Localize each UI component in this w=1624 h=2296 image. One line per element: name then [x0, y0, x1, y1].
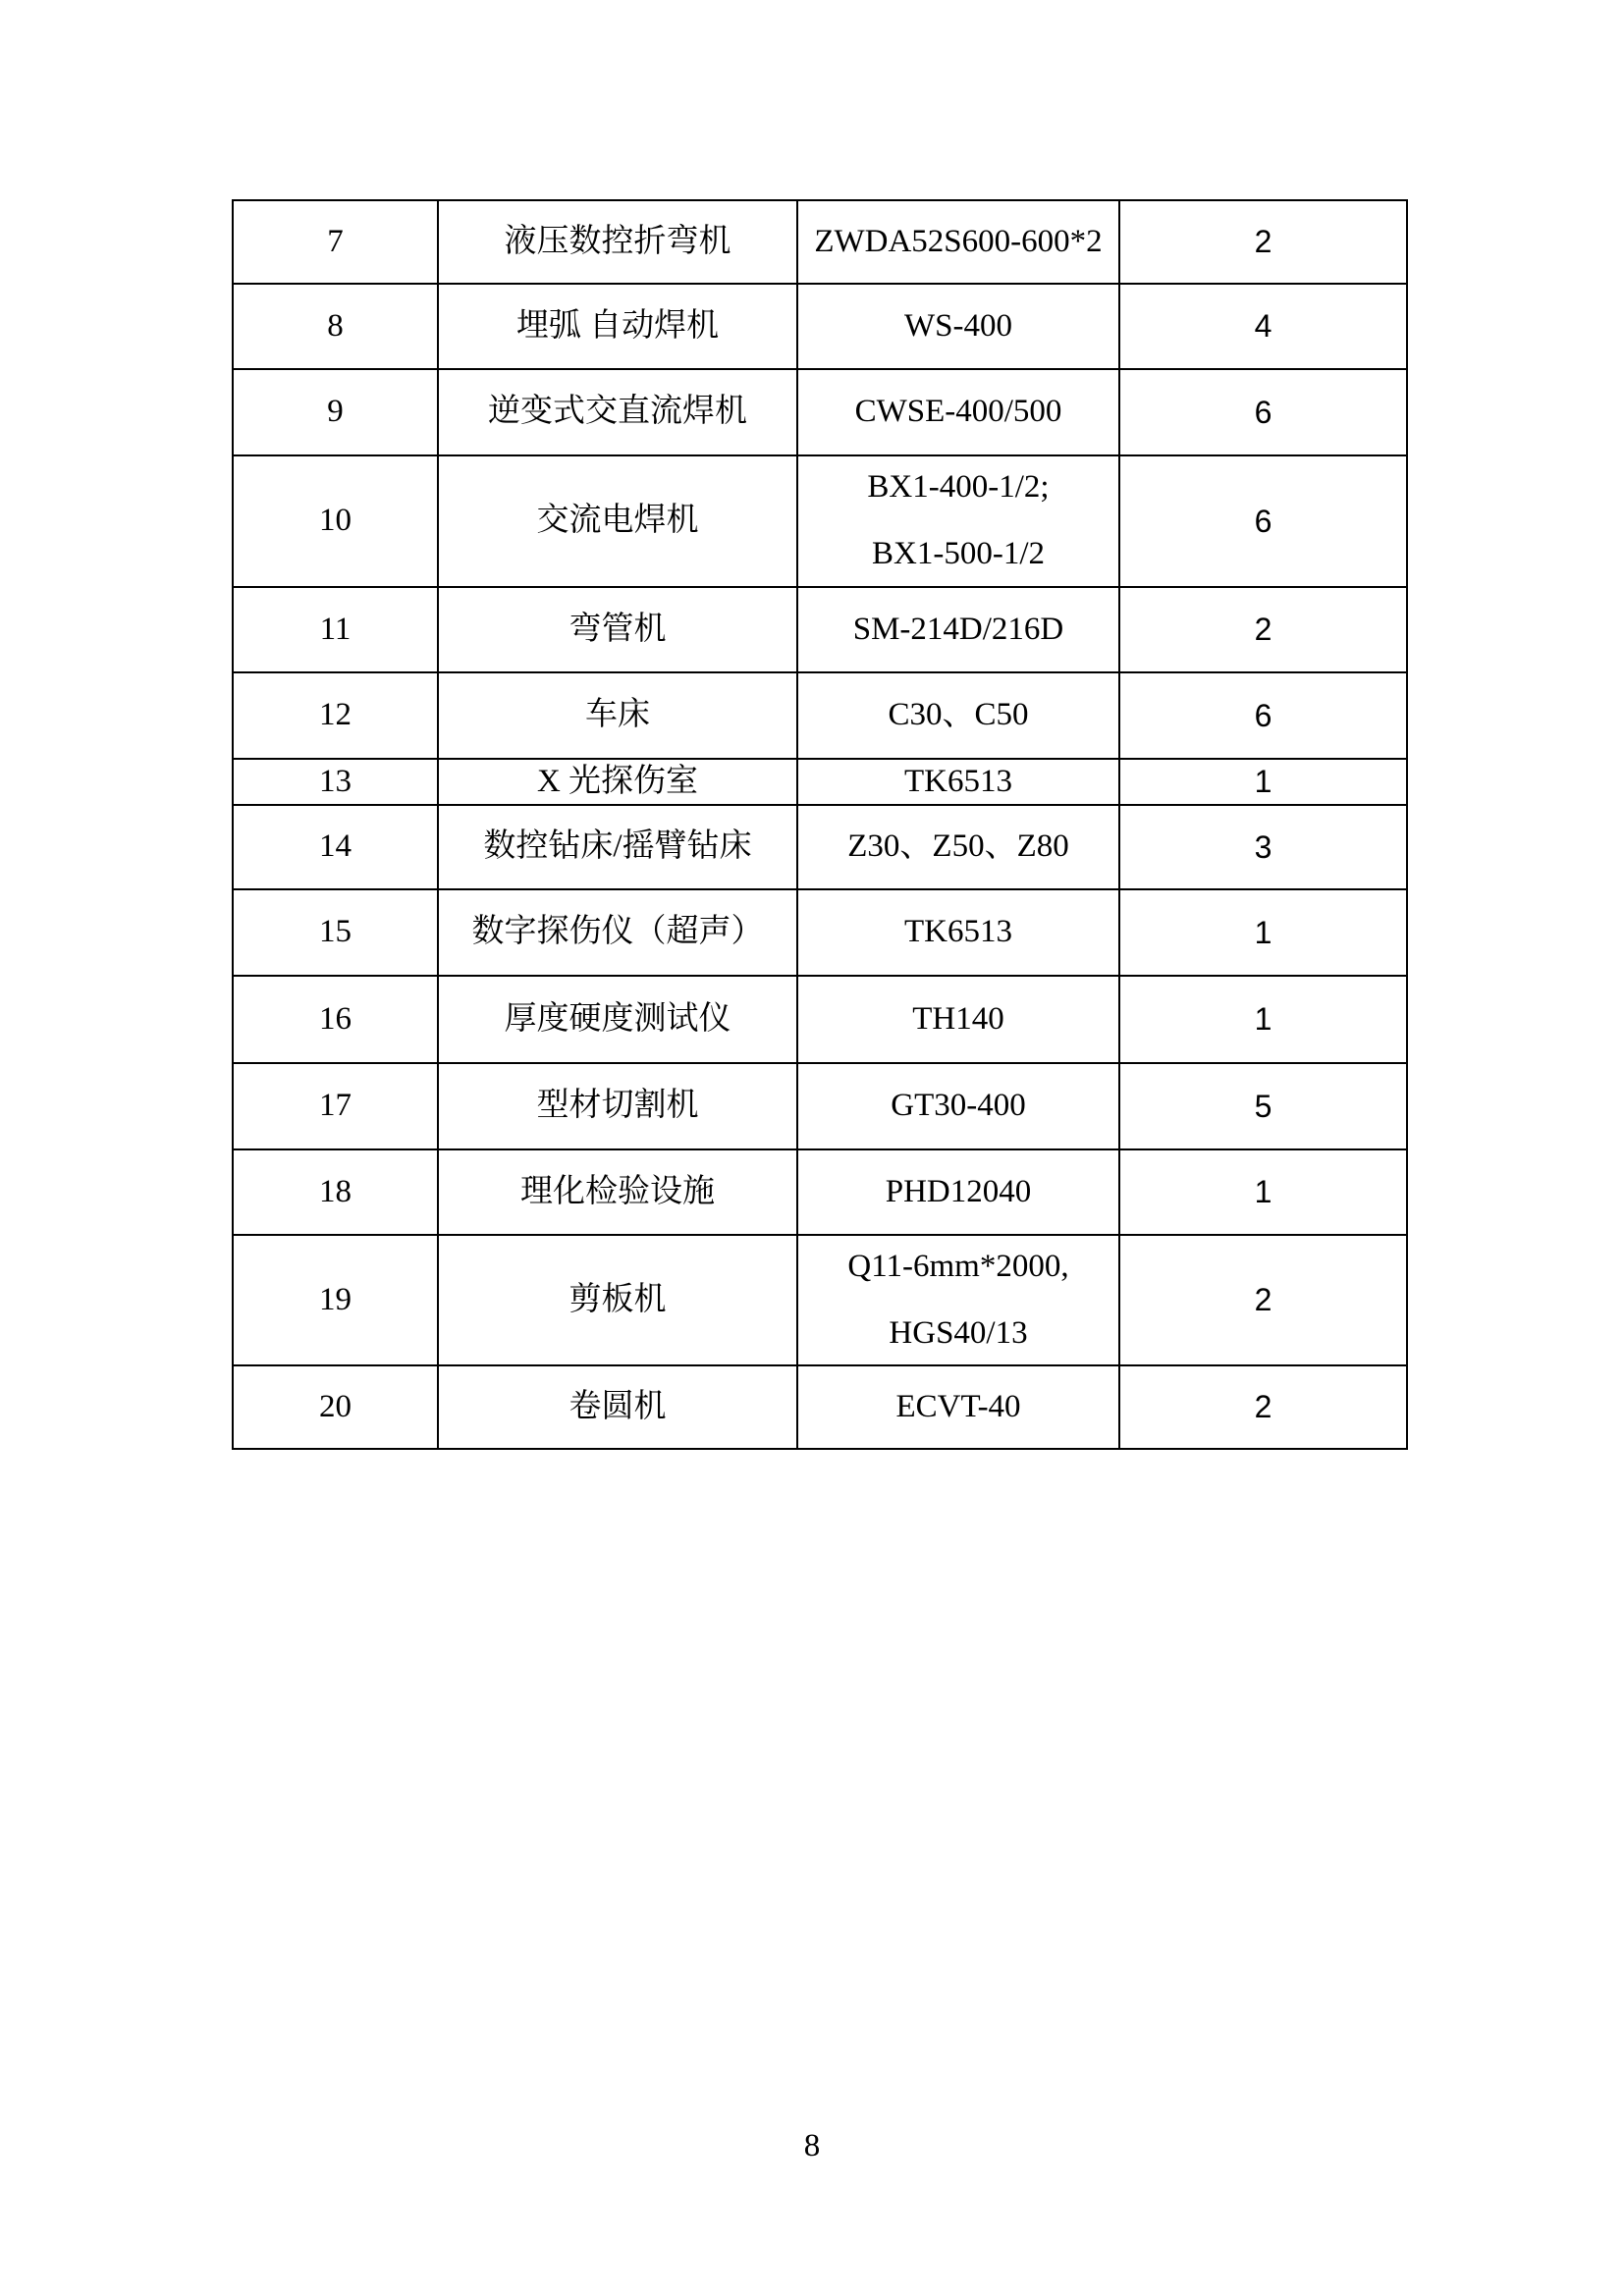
cell-model [797, 759, 1119, 805]
cell-model [797, 1235, 1119, 1365]
cell-equipment-name [438, 1365, 797, 1449]
row-number: 17 [319, 1088, 352, 1124]
model-line: ECVT-40 [895, 1388, 1021, 1424]
model-lines [798, 828, 1118, 866]
cell-quantity [1119, 1365, 1407, 1449]
model-lines [798, 1088, 1118, 1125]
table-row [233, 455, 1407, 587]
model-line: WS-400 [904, 307, 1012, 344]
cell-row-number [233, 1149, 438, 1235]
cell-row-number [233, 976, 438, 1063]
equipment-table [232, 199, 1408, 1450]
cell-quantity [1119, 284, 1407, 369]
cell-equipment-name [438, 587, 797, 672]
table-row [233, 1149, 1407, 1235]
cell-row-number [233, 587, 438, 672]
model-lines [798, 1001, 1118, 1039]
model-lines [798, 914, 1118, 951]
cell-equipment-name [438, 672, 797, 759]
row-number: 16 [319, 1000, 352, 1037]
quantity: 1 [1254, 764, 1272, 800]
cell-equipment-name [438, 284, 797, 369]
cell-quantity [1119, 889, 1407, 976]
row-number: 11 [319, 611, 352, 647]
cell-model [797, 1063, 1119, 1149]
cell-row-number [233, 200, 438, 284]
row-number: 20 [319, 1388, 352, 1424]
cell-row-number [233, 455, 438, 587]
table-row [233, 369, 1407, 455]
cell-model [797, 976, 1119, 1063]
equipment-name: 数控钻床/摇臂钻床 [483, 828, 752, 865]
cell-model [797, 369, 1119, 455]
cell-quantity [1119, 455, 1407, 587]
equipment-name: 埋弧 自动焊机 [515, 307, 720, 344]
quantity: 5 [1254, 1088, 1272, 1124]
quantity: 1 [1254, 1174, 1272, 1210]
model-line: TK6513 [904, 914, 1012, 950]
model-lines [798, 308, 1118, 346]
equipment-name: 数字探伤仪（超声） [471, 914, 764, 950]
model-lines [798, 764, 1118, 801]
quantity: 2 [1254, 224, 1272, 260]
model-lines [798, 469, 1118, 573]
cell-quantity [1119, 1149, 1407, 1235]
table-row [233, 889, 1407, 976]
model-line: Z30、Z50、Z80 [847, 828, 1069, 865]
model-line: C30、C50 [888, 697, 1029, 733]
row-number: 15 [319, 914, 352, 950]
equipment-name: 理化检验设施 [520, 1173, 715, 1209]
quantity: 6 [1254, 503, 1272, 539]
model-lines [798, 224, 1118, 261]
cell-row-number [233, 889, 438, 976]
cell-equipment-name [438, 369, 797, 455]
cell-equipment-name [438, 1063, 797, 1149]
table-row [233, 759, 1407, 805]
cell-model [797, 889, 1119, 976]
cell-quantity [1119, 976, 1407, 1063]
model-line: ZWDA52S600-600*2 [814, 223, 1103, 259]
table-row [233, 1365, 1407, 1449]
row-number: 12 [319, 697, 352, 733]
model-lines [798, 612, 1118, 649]
model-line: PHD12040 [885, 1173, 1032, 1209]
cell-model [797, 672, 1119, 759]
cell-row-number [233, 1365, 438, 1449]
cell-quantity [1119, 759, 1407, 805]
cell-quantity [1119, 369, 1407, 455]
cell-quantity [1119, 1235, 1407, 1365]
equipment-name: X 光探伤室 [536, 763, 699, 799]
cell-equipment-name [438, 759, 797, 805]
cell-row-number [233, 369, 438, 455]
cell-quantity [1119, 1063, 1407, 1149]
equipment-name: 车床 [585, 697, 650, 733]
quantity: 3 [1254, 828, 1272, 865]
model-line: HGS40/13 [889, 1314, 1028, 1351]
cell-quantity [1119, 672, 1407, 759]
quantity: 2 [1254, 1389, 1272, 1425]
cell-row-number [233, 1063, 438, 1149]
equipment-name: 液压数控折弯机 [504, 223, 731, 259]
model-lines [798, 1174, 1118, 1211]
table-row [233, 200, 1407, 284]
table-row [233, 672, 1407, 759]
cell-equipment-name [438, 1149, 797, 1235]
row-number: 19 [319, 1281, 352, 1317]
cell-model [797, 1149, 1119, 1235]
quantity: 6 [1254, 394, 1272, 430]
cell-model [797, 200, 1119, 284]
row-number: 7 [327, 223, 344, 259]
page-number: 8 [803, 2128, 821, 2163]
equipment-name: 型材切割机 [536, 1088, 699, 1124]
equipment-name: 卷圆机 [568, 1388, 667, 1424]
table-row [233, 1235, 1407, 1365]
cell-row-number [233, 284, 438, 369]
model-lines [798, 697, 1118, 734]
equipment-name: 弯管机 [568, 611, 667, 647]
cell-equipment-name [438, 976, 797, 1063]
cell-model [797, 1365, 1119, 1449]
cell-equipment-name [438, 455, 797, 587]
cell-equipment-name [438, 889, 797, 976]
row-number: 18 [319, 1173, 352, 1209]
row-number: 9 [327, 394, 344, 430]
model-lines [798, 394, 1118, 431]
model-line: TH140 [912, 1000, 1004, 1037]
quantity: 1 [1254, 914, 1272, 950]
quantity: 1 [1254, 1001, 1272, 1038]
model-lines [798, 1389, 1118, 1426]
model-line: Q11-6mm*2000, [847, 1248, 1069, 1284]
equipment-name: 逆变式交直流焊机 [488, 394, 747, 430]
table-row [233, 976, 1407, 1063]
quantity: 2 [1254, 1282, 1272, 1318]
cell-equipment-name [438, 805, 797, 889]
model-line: TK6513 [904, 763, 1012, 799]
table-row [233, 1063, 1407, 1149]
table-row [233, 284, 1407, 369]
table-row [233, 587, 1407, 672]
model-line: GT30-400 [891, 1088, 1026, 1124]
table-row [233, 805, 1407, 889]
cell-row-number [233, 805, 438, 889]
cell-model [797, 284, 1119, 369]
cell-row-number [233, 759, 438, 805]
equipment-table-body [233, 200, 1407, 1449]
model-line: BX1-400-1/2; [867, 469, 1050, 506]
equipment-name: 厚度硬度测试仪 [504, 1000, 731, 1037]
quantity: 6 [1254, 697, 1272, 733]
model-lines [798, 1249, 1118, 1353]
cell-equipment-name [438, 1235, 797, 1365]
quantity: 2 [1254, 612, 1272, 648]
model-line: BX1-500-1/2 [872, 536, 1045, 571]
row-number: 13 [319, 763, 352, 799]
cell-row-number [233, 672, 438, 759]
cell-model [797, 587, 1119, 672]
cell-row-number [233, 1235, 438, 1365]
row-number: 14 [319, 828, 352, 865]
quantity: 4 [1254, 308, 1272, 345]
cell-model [797, 805, 1119, 889]
model-line: CWSE-400/500 [854, 394, 1062, 430]
row-number: 10 [319, 503, 352, 539]
cell-quantity [1119, 587, 1407, 672]
row-number: 8 [327, 307, 344, 344]
cell-quantity [1119, 200, 1407, 284]
equipment-name: 交流电焊机 [536, 503, 699, 539]
cell-quantity [1119, 805, 1407, 889]
model-line: SM-214D/216D [852, 611, 1064, 647]
cell-equipment-name [438, 200, 797, 284]
equipment-name: 剪板机 [568, 1281, 667, 1317]
cell-model [797, 455, 1119, 587]
